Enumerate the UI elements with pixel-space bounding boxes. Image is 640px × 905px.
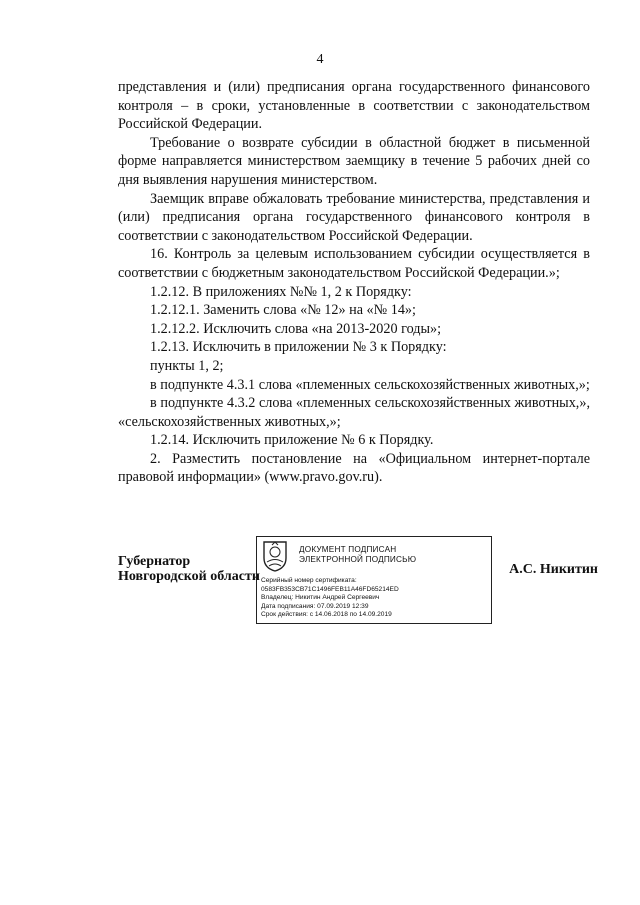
paragraph: 1.2.12.2. Исключить слова «на 2013-2020 годы»;	[150, 320, 442, 337]
stamp-heading-line1: ДОКУМЕНТ ПОДПИСАН	[299, 545, 397, 554]
stamp-validity: Срок действия: с 14.06.2018 по 14.09.2019	[261, 611, 392, 619]
document-body	[118, 78, 590, 487]
signatory-title-line1: Губернатор	[118, 554, 191, 569]
coat-of-arms-icon	[261, 540, 289, 572]
paragraph: Заемщик вправе обжаловать требование министерства, представления и (или) предписания органа государственного финансового контроля в соответствии с законодательством Российской Федерации.	[118, 190, 590, 244]
stamp-heading	[299, 545, 416, 565]
stamp-details	[261, 577, 399, 620]
paragraph: 2. Разместить постановление на «Официальном интернет-портале правовой информации» (www.pravo.gov.ru).	[118, 450, 590, 486]
paragraph: пункты 1, 2;	[150, 357, 224, 374]
paragraph: представления и (или) предписания органа государственного финансового контроля – в сроки, установленные в соответствии с законодательством Российской Федерации.	[118, 79, 590, 133]
stamp-cert-number: 0583FB353CB71C1496FEB11A46FD65214ED	[261, 585, 399, 593]
stamp-heading-line2: ЭЛЕКТРОННОЙ ПОДПИСЬЮ	[299, 555, 417, 564]
page-number: 4	[316, 52, 324, 67]
signatory-name: А.С. Никитин	[509, 562, 598, 577]
signatory-title-line2: Новгородской области	[118, 569, 260, 584]
signatory-title	[118, 554, 260, 584]
paragraph: 1.2.13. Исключить в приложении № 3 к Порядку:	[150, 339, 447, 356]
paragraph: 1.2.12. В приложениях №№ 1, 2 к Порядку:	[150, 283, 412, 300]
signature-block	[118, 536, 598, 626]
paragraph: 16. Контроль за целевым использованием субсидии осуществляется в соответствии с бюджетным законодательством Российской Федерации.»;	[118, 246, 590, 281]
paragraph: в подпункте 4.3.1 слова «племенных сельскохозяйственных животных,»;	[150, 376, 590, 393]
stamp-owner: Владелец: Никитин Андрей Сергеевич	[261, 594, 380, 602]
stamp-cert-label: Серийный номер сертификата:	[261, 577, 357, 584]
stamp-signed-date: Дата подписания: 07.09.2019 12:39	[261, 602, 369, 610]
paragraph: 1.2.12.1. Заменить слова «№ 12» на «№ 14»;	[150, 302, 416, 319]
paragraph: 1.2.14. Исключить приложение № 6 к Порядку.	[150, 432, 434, 449]
paragraph: в подпункте 4.3.2 слова «племенных сельскохозяйственных животных,», «сельскохозяйственных животных,»;	[118, 395, 590, 430]
electronic-signature-stamp	[256, 536, 492, 624]
paragraph: Требование о возврате субсидии в областной бюджет в письменной форме направляется министерством заемщику в течение 5 рабочих дней со дня выявления нарушения министерством.	[118, 134, 590, 188]
